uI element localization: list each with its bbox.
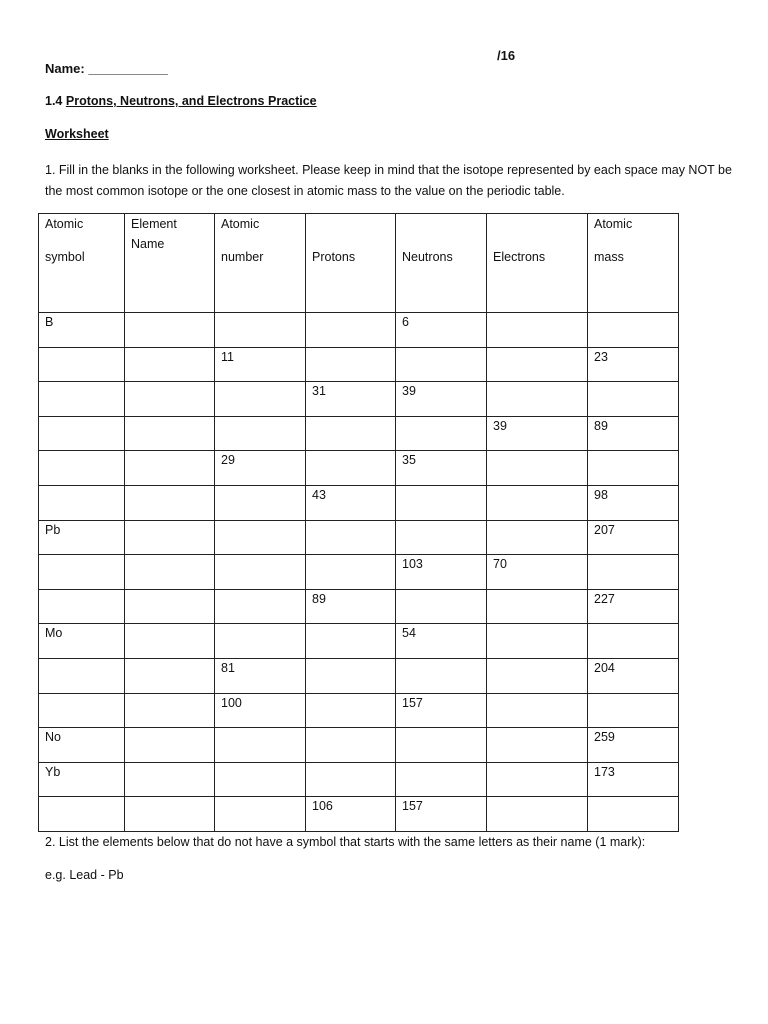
table-cell xyxy=(125,485,215,520)
table-cell: Mo xyxy=(39,624,125,659)
table-row xyxy=(39,589,679,624)
worksheet-title xyxy=(45,94,317,108)
table-cell xyxy=(125,416,215,451)
table-cell xyxy=(487,762,588,797)
table-cell: 23 xyxy=(588,347,679,382)
table-cell: 39 xyxy=(487,416,588,451)
title-text: Protons, Neutrons, and Electrons Practice xyxy=(65,94,317,108)
column-header-line1: Atomic xyxy=(221,217,260,231)
table-cell: 81 xyxy=(215,658,306,693)
table-cell xyxy=(125,797,215,832)
table-cell xyxy=(215,762,306,797)
column-header-line1 xyxy=(402,215,480,235)
column-header-line2: Name xyxy=(131,237,165,251)
table-cell xyxy=(487,589,588,624)
table-cell xyxy=(306,520,396,555)
column-header xyxy=(215,214,306,313)
table-cell xyxy=(215,589,306,624)
table-row xyxy=(39,382,679,417)
isotope-table xyxy=(38,213,679,832)
column-header-line1 xyxy=(312,215,389,235)
table-row xyxy=(39,762,679,797)
table-cell xyxy=(396,728,487,763)
table-row xyxy=(39,347,679,382)
column-header-line1: Atomic xyxy=(45,217,84,231)
table-header-row xyxy=(39,214,679,313)
table-cell xyxy=(487,693,588,728)
table-row xyxy=(39,485,679,520)
table-row xyxy=(39,797,679,832)
table-cell xyxy=(306,693,396,728)
column-header-line2: Electrons xyxy=(493,250,546,264)
table-row xyxy=(39,416,679,451)
table-cell xyxy=(306,658,396,693)
table-cell xyxy=(396,347,487,382)
table-cell xyxy=(588,313,679,348)
column-header xyxy=(125,214,215,313)
table-cell xyxy=(125,313,215,348)
table-cell xyxy=(125,762,215,797)
table-cell xyxy=(215,520,306,555)
table-cell xyxy=(396,658,487,693)
name-field-label: Name: ___________ xyxy=(45,61,168,76)
column-header xyxy=(487,214,588,313)
question-1-text: 1. Fill in the blanks in the following worksheet. Please keep in mind that the isotope represented by each space may NOT be the most common isotope or the one closest in atomic mass to the value on the periodic table. xyxy=(45,163,732,198)
table-cell xyxy=(588,451,679,486)
table-cell: 35 xyxy=(396,451,487,486)
column-header xyxy=(306,214,396,313)
table-cell xyxy=(487,347,588,382)
table-cell xyxy=(39,347,125,382)
table-cell: Yb xyxy=(39,762,125,797)
table-cell xyxy=(588,555,679,590)
table-cell: 204 xyxy=(588,658,679,693)
table-cell: 70 xyxy=(487,555,588,590)
table-cell xyxy=(588,382,679,417)
table-cell xyxy=(39,382,125,417)
section-number: 1.4 xyxy=(45,94,63,108)
table-cell xyxy=(306,555,396,590)
column-header-line2: mass xyxy=(594,250,624,264)
table-cell xyxy=(487,382,588,417)
table-row xyxy=(39,658,679,693)
table-cell xyxy=(306,347,396,382)
table-cell xyxy=(215,485,306,520)
table-row xyxy=(39,693,679,728)
column-header-line1 xyxy=(493,215,581,235)
table-cell xyxy=(396,485,487,520)
table-cell xyxy=(306,728,396,763)
question-2-text: 2. List the elements below that do not have a symbol that starts with the same letters as their name (1 mark): xyxy=(45,835,646,849)
table-cell xyxy=(487,624,588,659)
table-cell: 157 xyxy=(396,693,487,728)
table-cell xyxy=(588,693,679,728)
table-cell xyxy=(125,658,215,693)
table-cell xyxy=(215,797,306,832)
column-header xyxy=(396,214,487,313)
table-cell xyxy=(39,555,125,590)
column-header-line2: Neutrons xyxy=(402,250,453,264)
table-cell: 103 xyxy=(396,555,487,590)
table-cell xyxy=(39,797,125,832)
table-cell: 89 xyxy=(306,589,396,624)
table-cell xyxy=(215,624,306,659)
table-row xyxy=(39,624,679,659)
table-cell: 43 xyxy=(306,485,396,520)
table-cell xyxy=(306,313,396,348)
table-cell: 207 xyxy=(588,520,679,555)
table-cell: B xyxy=(39,313,125,348)
table-cell xyxy=(487,451,588,486)
table-cell xyxy=(215,555,306,590)
table-cell: 11 xyxy=(215,347,306,382)
worksheet-subtitle: Worksheet xyxy=(45,127,109,141)
column-header xyxy=(588,214,679,313)
table-cell xyxy=(215,313,306,348)
table-cell xyxy=(125,347,215,382)
column-header-line2: number xyxy=(221,250,264,264)
table-cell: 29 xyxy=(215,451,306,486)
table-cell xyxy=(487,485,588,520)
example-text: e.g. Lead - Pb xyxy=(45,868,124,882)
table-row xyxy=(39,451,679,486)
table-cell xyxy=(125,624,215,659)
table-cell xyxy=(306,451,396,486)
table-cell: 100 xyxy=(215,693,306,728)
table-cell xyxy=(306,416,396,451)
table-cell xyxy=(125,520,215,555)
table-cell xyxy=(487,520,588,555)
table-cell xyxy=(487,658,588,693)
table-cell xyxy=(125,728,215,763)
table-cell xyxy=(396,416,487,451)
table-cell xyxy=(396,762,487,797)
table-cell xyxy=(39,693,125,728)
table-cell xyxy=(39,485,125,520)
table-cell xyxy=(396,520,487,555)
table-cell xyxy=(215,416,306,451)
table-cell xyxy=(588,797,679,832)
table-cell: 106 xyxy=(306,797,396,832)
table-cell xyxy=(306,624,396,659)
table-cell: 6 xyxy=(396,313,487,348)
column-header-line1: Atomic xyxy=(594,217,633,231)
table-cell: No xyxy=(39,728,125,763)
table-row xyxy=(39,728,679,763)
table-cell: 39 xyxy=(396,382,487,417)
table-cell xyxy=(215,382,306,417)
table-cell: 89 xyxy=(588,416,679,451)
table-cell xyxy=(215,728,306,763)
column-header xyxy=(39,214,125,313)
table-cell xyxy=(39,658,125,693)
score-total: /16 xyxy=(497,48,516,63)
table-cell: 31 xyxy=(306,382,396,417)
table-cell xyxy=(125,693,215,728)
table-cell xyxy=(487,728,588,763)
table-cell: 98 xyxy=(588,485,679,520)
table-cell xyxy=(306,762,396,797)
table-cell xyxy=(487,313,588,348)
table-cell xyxy=(125,382,215,417)
table-cell xyxy=(396,589,487,624)
table-cell xyxy=(39,451,125,486)
table-cell xyxy=(588,624,679,659)
column-header-line2: Protons xyxy=(312,250,356,264)
table-cell xyxy=(39,589,125,624)
table-cell xyxy=(125,451,215,486)
table-row xyxy=(39,520,679,555)
table-cell xyxy=(125,589,215,624)
table-cell: 259 xyxy=(588,728,679,763)
table-cell xyxy=(487,797,588,832)
table-cell xyxy=(39,416,125,451)
column-header-line2: symbol xyxy=(45,250,85,264)
table-cell xyxy=(125,555,215,590)
table-row xyxy=(39,555,679,590)
table-cell: 54 xyxy=(396,624,487,659)
column-header-line1: Element xyxy=(131,217,177,231)
table-cell: Pb xyxy=(39,520,125,555)
table-cell: 173 xyxy=(588,762,679,797)
table-cell: 157 xyxy=(396,797,487,832)
table-cell: 227 xyxy=(588,589,679,624)
table-row xyxy=(39,313,679,348)
